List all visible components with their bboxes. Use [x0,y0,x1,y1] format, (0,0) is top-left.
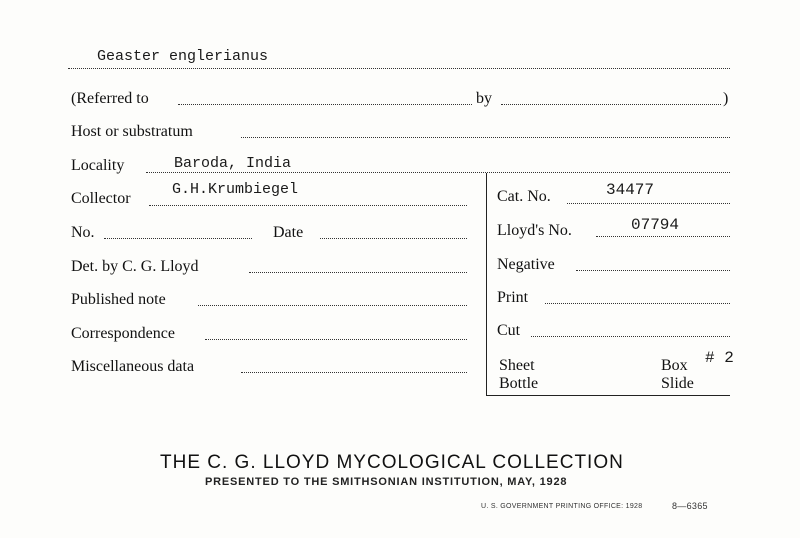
locality-value: Baroda, India [174,155,292,172]
no-line [104,238,252,239]
correspondence-line [205,339,467,340]
cut-label: Cut [497,322,521,339]
published-note-line [198,305,467,306]
cat-no-value: 34477 [606,181,655,199]
by-line [501,104,721,105]
det-by-line [249,272,467,273]
cut-line [531,336,730,337]
published-note-label: Published note [71,291,166,308]
date-line [320,238,467,239]
date-label: Date [273,224,304,241]
cat-no-label: Cat. No. [497,188,551,205]
footer-subtitle: PRESENTED TO THE SMITHSONIAN INSTITUTION, MAY, 1928 [205,476,568,488]
sheet-label: Sheet [499,357,535,374]
footer-title: THE C. G. LLOYD MYCOLOGICAL COLLECTION [160,452,624,473]
box-no-value: # 2 [705,349,734,367]
form-number: 8—6365 [672,501,708,511]
lloyds-no-line [596,236,730,237]
close-paren: ) [723,90,729,107]
negative-line [576,270,730,271]
cat-no-line [567,203,730,204]
no-label: No. [71,224,95,241]
specimen-name-line [68,68,730,69]
locality-label: Locality [71,157,125,174]
by-label: by [476,90,492,107]
print-line [545,303,730,304]
negative-label: Negative [497,256,555,273]
box-left-border [486,173,487,396]
det-by-label: Det. by C. G. Lloyd [71,258,199,275]
print-label: Print [497,289,529,306]
specimen-name: Geaster englerianus [97,48,269,65]
referred-to-line [178,104,472,105]
collector-value: G.H.Krumbiegel [172,181,299,198]
lloyds-no-label: Lloyd's No. [497,222,572,239]
slide-label: Slide [661,375,694,392]
referred-to-label: (Referred to [71,90,149,107]
collector-line [149,205,467,206]
correspondence-label: Correspondence [71,325,175,342]
box-bottom-border [486,395,730,396]
host-line [241,137,730,138]
box-label: Box [661,357,688,374]
lloyds-no-value: 07794 [631,216,680,234]
misc-label: Miscellaneous data [71,358,195,375]
printing-office-note: U. S. GOVERNMENT PRINTING OFFICE: 1928 [481,503,643,510]
bottle-label: Bottle [499,375,539,392]
misc-line [241,372,467,373]
collector-label: Collector [71,190,131,207]
host-label: Host or substratum [71,123,193,140]
